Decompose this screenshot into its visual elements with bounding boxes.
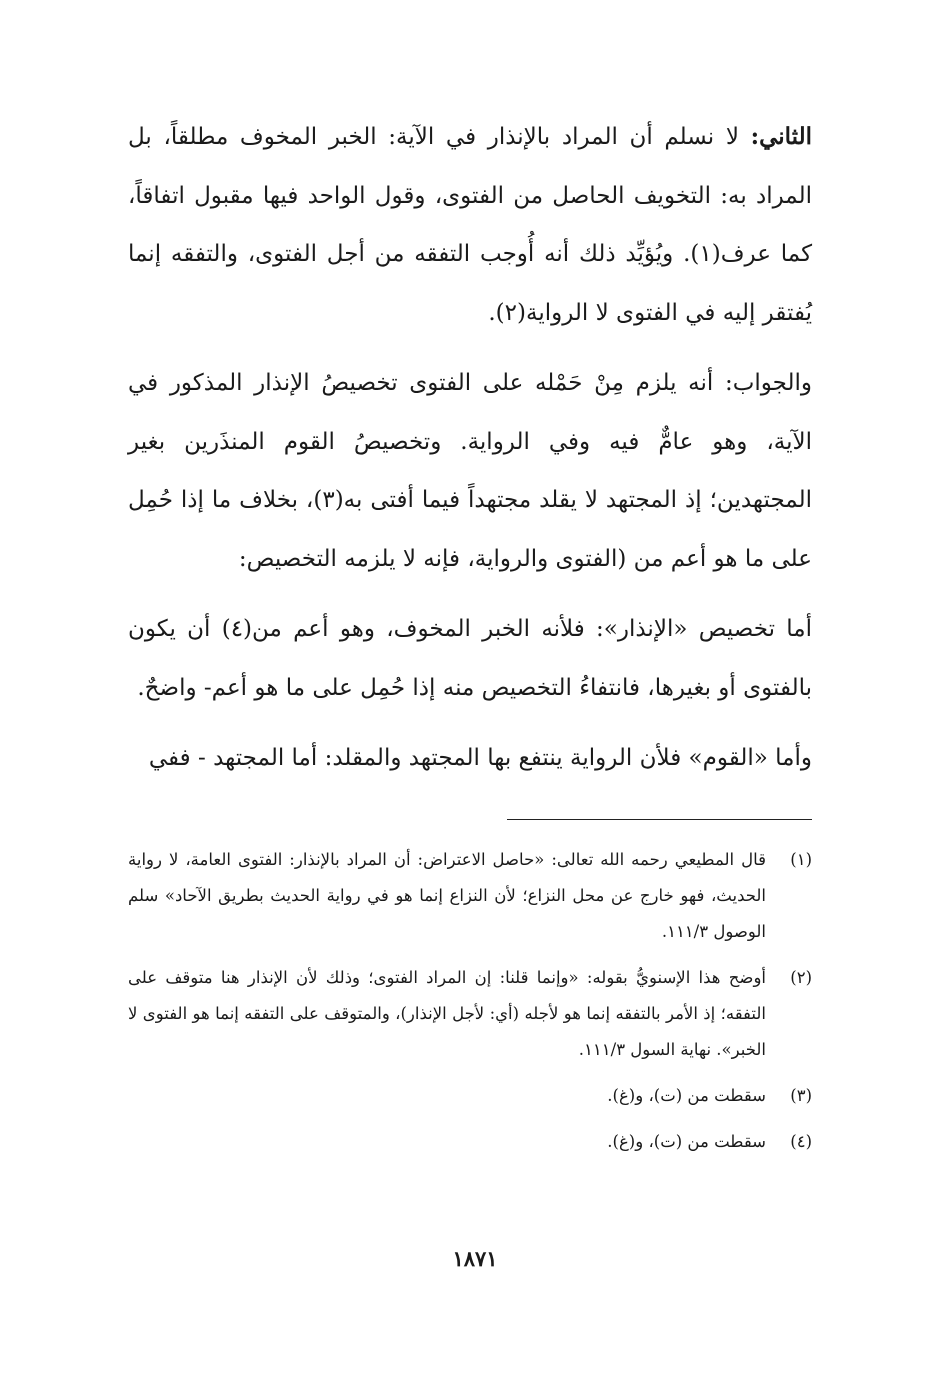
paragraph-people: وأما «القوم» فلأن الرواية ينتفع بها المجتهد والمقلد: أما المجتهد - ففي [148,745,812,771]
footnote-text: قال المطيعي رحمه الله تعالى: «حاصل الاعتراض: أن المراد بالإنذار: الفتوى العامة، لا رواية الحديث، فهو خارج عن محل النزاع؛ لأن النزاع إنما هو في رواية الحديث بطريق الآحاد» سلم الوصول ١١١/٣. [128,850,766,941]
footnote-text: سقطت من (ت)، و(غ). [607,1132,766,1151]
footnote-number: (٤) [790,1132,812,1151]
footnote-item [128,1124,812,1160]
footnote-item [128,960,812,1068]
footnote-item [128,1078,812,1114]
footnote-number: (٢) [790,968,812,987]
page-number: ١٨٧١ [452,1246,498,1271]
main-text [128,108,812,800]
paragraph-objection [128,108,812,342]
footnote-number: (١) [790,850,812,869]
footnote-text: أوضح هذا الإسنويُّ بقوله: «وإنما قلنا: إن المراد الفتوى؛ وذلك لأن الإنذار هنا متوقف على التفقه؛ إذ الأمر بالتفقه إنما هو لأجله (أي: لأجل الإنذار)، والمتوقف على التفقه إنما هو الفتوى لا الخبر». نهاية السول ١١١/٣. [128,968,766,1059]
paragraph-answer: والجواب: أنه يلزم مِنْ حَمْله على الفتوى تخصيصُ الإنذار المذكور في الآية، وهو عامٌّ فيه وفي الرواية. وتخصيصُ القوم المنذَرين بغير المجتهدين؛ إذ المجتهد لا يقلد مجتهداً فيما أفتى به(٣)، بخلاف ما إذا حُمِل على ما هو أعم من (الفتوى والرواية، فإنه لا يلزمه التخصيص: [128,370,812,572]
paragraph-lead-word: الثاني: [750,123,812,150]
paragraph-objection-text: لا نسلم أن المراد بالإنذار في الآية: الخبر المخوف مطلقاً، بل المراد به: التخويف الحاصل من الفتوى، وقول الواحد فيها مقبول اتفاقاً، كما عرف(١). ويُؤيِّد ذلك أنه أُوجب التفقه من أجل الفتوى، والتفقه إنما يُفتقر إليه في الفتوى لا الرواية(٢). [128,124,813,326]
footnote-divider [507,819,812,820]
footnote-item [128,842,812,950]
footnote-number: (٣) [790,1086,812,1105]
footnotes [128,842,812,1170]
footnote-text: سقطت من (ت)، و(غ). [607,1086,766,1105]
paragraph-warning: أما تخصيص «الإنذار»: فلأنه الخبر المخوف، وهو أعم من(٤) أن يكون بالفتوى أو بغيرها، فانتفاءُ التخصيص منه إذا حُمِل على ما هو أعم- واضحٌ. [128,616,812,701]
